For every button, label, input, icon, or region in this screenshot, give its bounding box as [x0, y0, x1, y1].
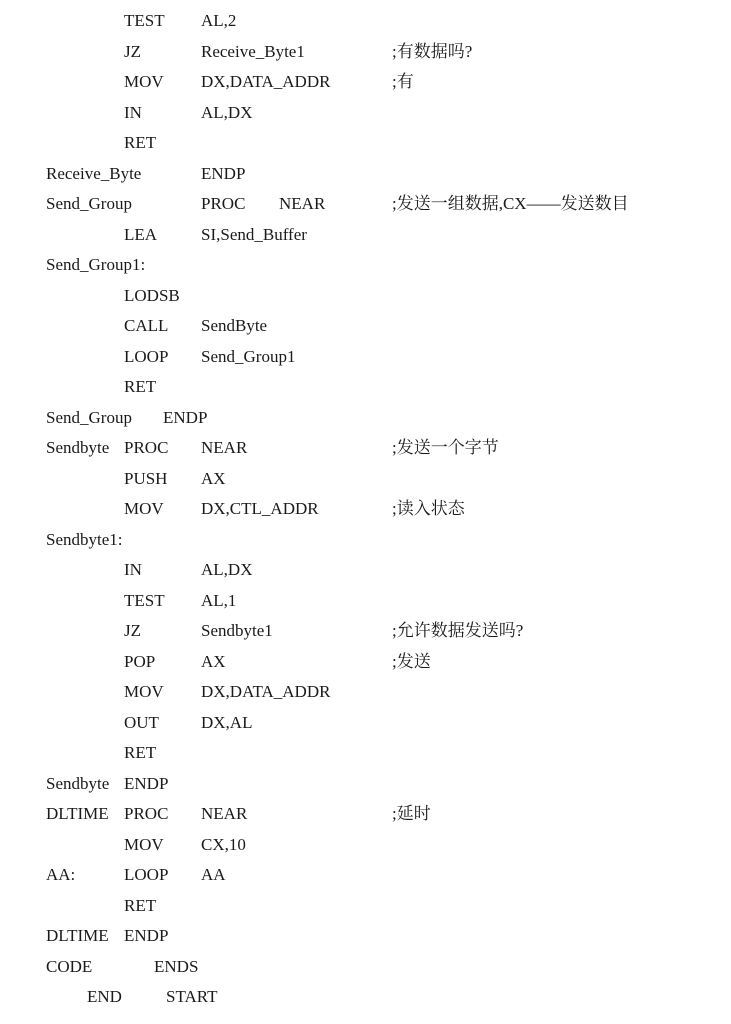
operands: SI,Send_Buffer	[201, 224, 307, 244]
label: Sendbyte1:	[46, 529, 123, 549]
code-line	[0, 37, 731, 68]
operands: Receive_Byte1	[201, 41, 305, 61]
label: Send_Group	[46, 194, 132, 213]
code-line	[0, 342, 731, 373]
opcode: TEST	[124, 590, 165, 610]
opcode: POP	[124, 651, 156, 671]
code-line	[0, 189, 731, 220]
code-line	[0, 433, 731, 464]
operands: AA	[201, 865, 226, 884]
code-line	[0, 311, 731, 342]
comment: ;读入状态	[392, 499, 465, 518]
code-line	[0, 860, 731, 891]
code-line	[0, 128, 731, 159]
code-line	[0, 220, 731, 251]
opcode: MOV	[124, 499, 164, 518]
comment: ;有数据吗?	[392, 41, 473, 61]
opcode: OUT	[124, 712, 159, 732]
operands: NEAR	[201, 438, 248, 457]
label: AA:	[46, 865, 76, 884]
code-line	[0, 921, 731, 952]
code-line	[0, 525, 731, 556]
comment: ;发送一组数据,CX——发送数目	[392, 194, 629, 213]
directive: PROC	[124, 804, 169, 823]
opcode: MOV	[124, 834, 164, 854]
comment: ;有	[392, 72, 414, 91]
code-line	[0, 677, 731, 708]
code-line	[0, 6, 731, 37]
label: Send_Group1:	[46, 255, 146, 274]
operands: DX,CTL_ADDR	[201, 499, 319, 518]
opcode: MOV	[124, 682, 164, 701]
opcode: TEST	[124, 11, 165, 30]
code-line	[0, 494, 731, 525]
label: Receive_Byte	[46, 163, 142, 183]
directive: PROC	[201, 194, 246, 213]
code-line	[0, 647, 731, 678]
label: Sendbyte	[46, 773, 110, 793]
operands: DX,AL	[201, 712, 253, 732]
directive: ENDP	[163, 407, 208, 427]
opcode: JZ	[124, 621, 141, 640]
operands: AL,2	[201, 11, 237, 30]
directive: END	[87, 987, 122, 1006]
directive: ENDP	[124, 926, 169, 945]
opcode: RET	[124, 133, 157, 152]
code-line	[0, 281, 731, 312]
code-line	[0, 891, 731, 922]
code-line	[0, 616, 731, 647]
label: Sendbyte	[46, 438, 110, 457]
code-line	[0, 799, 731, 830]
code-line	[0, 555, 731, 586]
opcode: MOV	[124, 72, 164, 91]
code-line	[0, 250, 731, 281]
code-line	[0, 586, 731, 617]
code-line	[0, 769, 731, 800]
label: Send_Group	[46, 407, 132, 427]
comment: ;延时	[392, 804, 431, 823]
operands: NEAR	[201, 804, 248, 823]
operands: DX,DATA_ADDR	[201, 682, 331, 701]
code-line	[0, 708, 731, 739]
directive: ENDS	[154, 956, 199, 976]
code-line	[0, 403, 731, 434]
operands: AL,1	[201, 590, 237, 610]
comment: ;允许数据发送吗?	[392, 621, 524, 640]
opcode: LODSB	[124, 285, 180, 305]
directive: PROC	[124, 438, 169, 457]
label: DLTIME	[46, 926, 109, 945]
operands: Sendbyte1	[201, 621, 273, 640]
operands: NEAR	[279, 194, 326, 213]
opcode: LOOP	[124, 865, 169, 884]
code-line	[0, 98, 731, 129]
opcode: LEA	[124, 224, 158, 244]
operands: Send_Group1	[201, 346, 296, 366]
label: DLTIME	[46, 804, 109, 823]
code-line	[0, 738, 731, 769]
opcode: JZ	[124, 41, 141, 61]
opcode: PUSH	[124, 468, 168, 488]
operands: AL,DX	[201, 560, 253, 579]
code-line	[0, 159, 731, 190]
code-line	[0, 372, 731, 403]
code-line	[0, 982, 731, 1013]
directive: ENDP	[201, 163, 246, 183]
comment: ;发送一个字节	[392, 438, 499, 457]
opcode: RET	[124, 377, 157, 396]
label: CODE	[46, 956, 93, 976]
code-line	[0, 830, 731, 861]
opcode: IN	[124, 102, 142, 122]
comment: ;发送	[392, 651, 431, 671]
opcode: RET	[124, 895, 157, 915]
operands: CX,10	[201, 834, 246, 854]
operands: START	[166, 987, 218, 1006]
opcode: RET	[124, 743, 157, 762]
operands: AX	[201, 651, 226, 671]
operands: DX,DATA_ADDR	[201, 72, 331, 91]
directive: ENDP	[124, 773, 169, 793]
code-line	[0, 464, 731, 495]
code-line	[0, 67, 731, 98]
opcode: CALL	[124, 316, 169, 335]
code-line	[0, 952, 731, 983]
operands: AX	[201, 468, 226, 488]
operands: AL,DX	[201, 102, 253, 122]
operands: SendByte	[201, 316, 268, 335]
opcode: IN	[124, 560, 142, 579]
assembly-listing	[0, 6, 731, 1013]
opcode: LOOP	[124, 346, 169, 366]
